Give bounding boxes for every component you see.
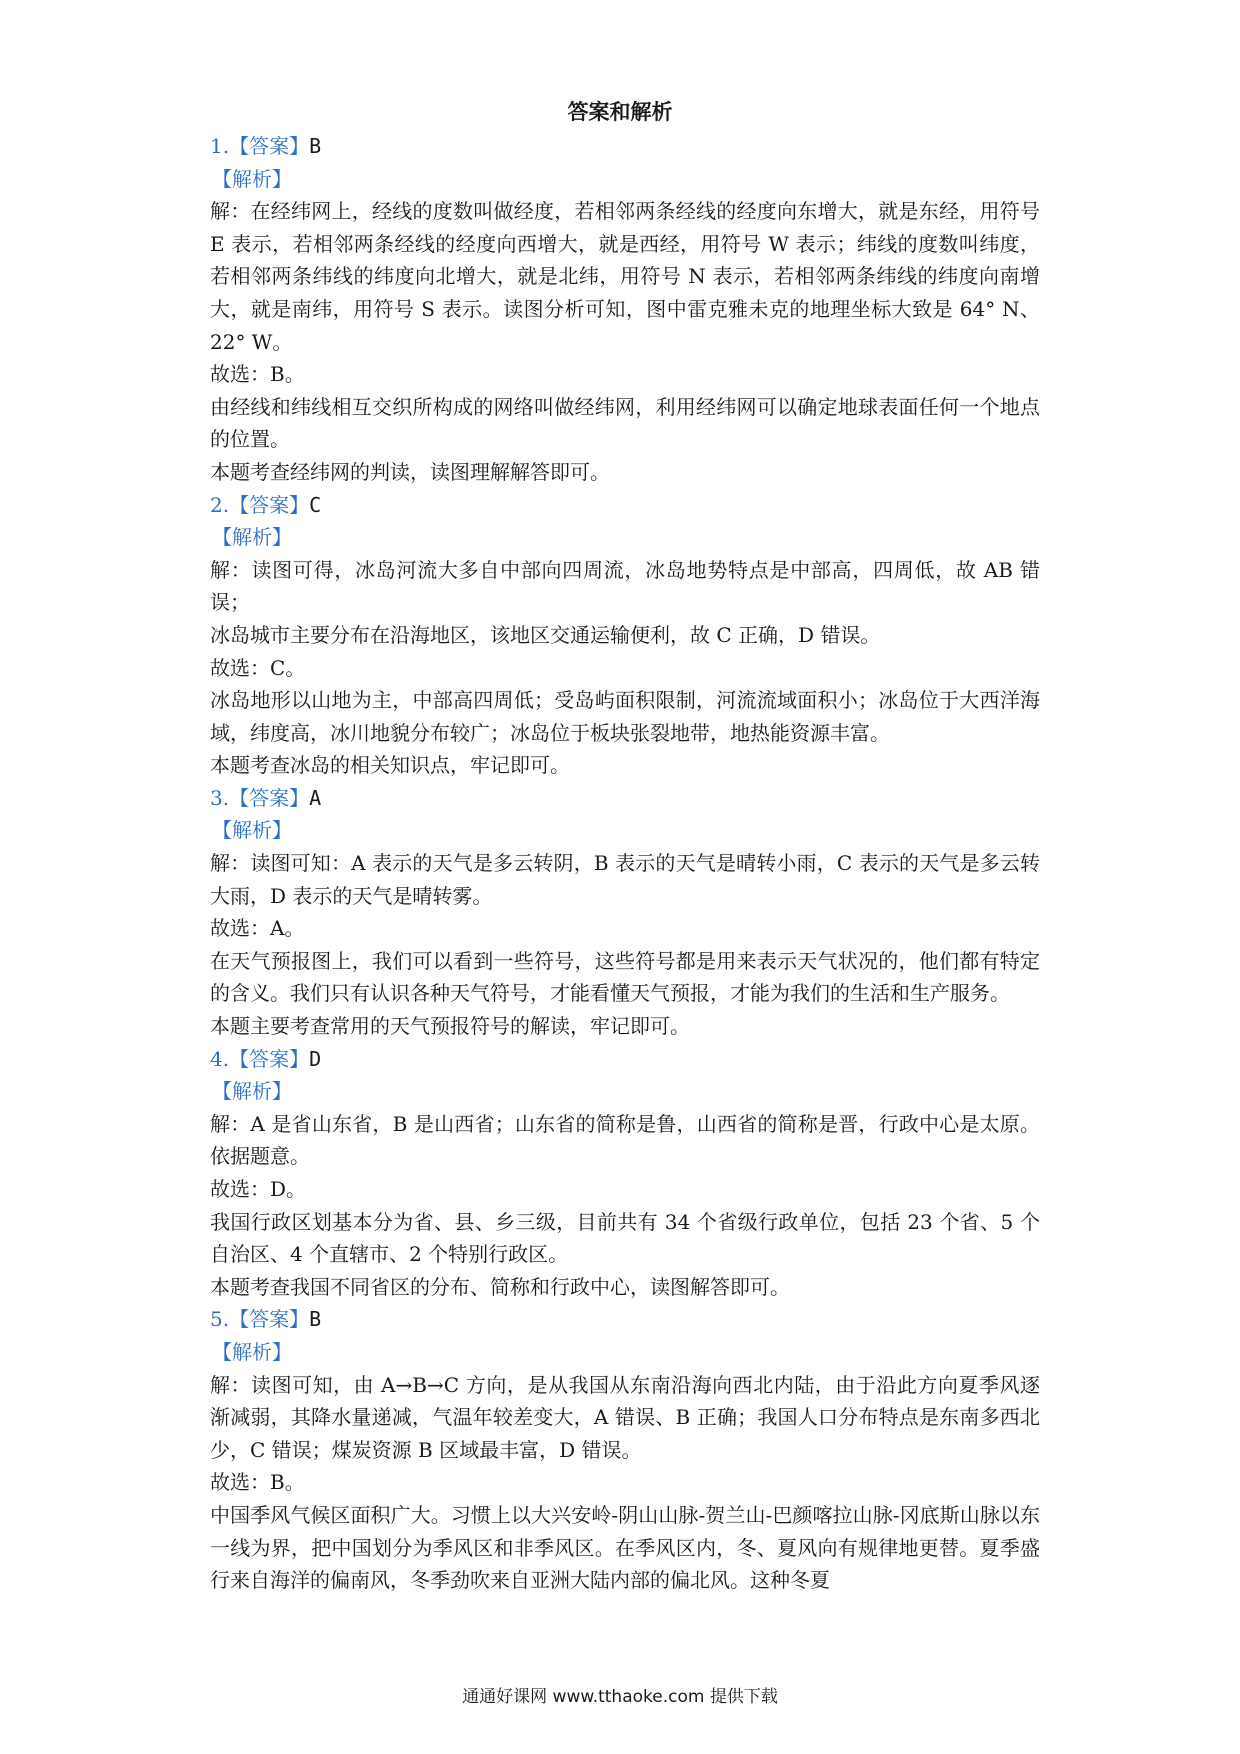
analysis-tag: 【解析】 <box>212 818 292 843</box>
question-block <box>210 489 1040 782</box>
answer-tag: 【答案】 <box>229 1046 310 1071</box>
analysis-tag: 【解析】 <box>212 166 292 191</box>
answer-line <box>210 130 1040 163</box>
analysis-paragraph: 冰岛地形以山地为主，中部高四周低；受岛屿面积限制，河流流域面积小；冰岛位于大西洋海域，纬度高，冰川地貌分布较广；冰岛位于板块张裂地带，地热能资源丰富。 <box>210 688 1040 745</box>
answer-value: A <box>309 785 322 810</box>
analysis-paragraph: 故选：B。 <box>210 1470 305 1495</box>
answer-line <box>210 1303 1040 1336</box>
analysis-tag: 【解析】 <box>212 1339 292 1364</box>
question-block <box>210 130 1040 489</box>
analysis-paragraph: 本题主要考查常用的天气预报符号的解读，牢记即可。 <box>210 1014 690 1039</box>
answer-line <box>210 782 1040 815</box>
answer-value: B <box>309 134 322 158</box>
question-block <box>210 1303 1040 1596</box>
question-number: 4. <box>210 1046 230 1071</box>
answer-tag: 【答案】 <box>229 134 310 158</box>
analysis-paragraph: 解：读图可知，由 A→B→C 方向，是从我国从东南沿海向西北内陆，由于沿此方向夏季风逐渐减弱，其降水量递减，气温年较差变大，A 错误、B 正确；我国人口分布特点是东南多西北少，C 错误；煤炭资源 B 区域最丰富，D 错误。 <box>210 1372 1040 1462</box>
analysis-paragraph: 故选：A。 <box>210 916 305 941</box>
question-number: 1. <box>210 134 230 158</box>
analysis-paragraph: 解：读图可知：A 表示的天气是多云转阴，B 表示的天气是晴转小雨，C 表示的天气是多云转大雨，D 表示的天气是晴转雾。 <box>210 851 1040 908</box>
answer-line <box>210 1043 1040 1076</box>
page-title: 答案和解析 <box>567 100 673 124</box>
page-footer: 通通好课网 www.tthaoke.com 提供下载 <box>462 1687 778 1707</box>
analysis-paragraph: 解：读图可得，冰岛河流大多自中部向四周流，冰岛地势特点是中部高，四周低，故 AB 错误； <box>210 557 1040 615</box>
analysis-paragraph: 故选：D。 <box>210 1177 307 1201</box>
analysis-paragraph: 冰岛城市主要分布在沿海地区，该地区交通运输便利，故 C 正确，D 错误。 <box>210 622 881 647</box>
analysis-paragraph: 中国季风气候区面积广大。习惯上以大兴安岭-阴山山脉-贺兰山-巴颜喀拉山脉-冈底斯山脉以东一线为界，把中国划分为季风区和非季风区。在季风区内，冬、夏风向有规律地更替。夏季盛行来自海洋的偏南风，冬季劲吹来自亚洲大陆内部的偏北风。这种冬夏 <box>210 1502 1040 1593</box>
question-number: 5. <box>210 1307 230 1332</box>
analysis-paragraph: 解：A 是省山东省，B 是山西省；山东省的简称是鲁，山西省的简称是晋，行政中心是太原。依据题意。 <box>210 1111 1040 1169</box>
answer-value: D <box>309 1046 322 1071</box>
answer-tag: 【答案】 <box>229 1307 310 1332</box>
analysis-tag: 【解析】 <box>212 525 292 550</box>
answer-value: C <box>309 492 322 517</box>
analysis-paragraph: 本题考查我国不同省区的分布、简称和行政中心，读图解答即可。 <box>210 1274 790 1299</box>
answer-value: B <box>309 1307 322 1332</box>
analysis-paragraph: 故选：C。 <box>210 655 306 680</box>
answer-list <box>210 130 1040 1597</box>
question-number: 3. <box>210 785 230 810</box>
analysis-paragraph: 本题考查冰岛的相关知识点，牢记即可。 <box>210 753 570 778</box>
analysis-paragraph: 故选：B。 <box>210 362 305 387</box>
answer-line <box>210 489 1040 522</box>
question-block <box>210 782 1040 1043</box>
analysis-paragraph: 由经线和纬线相互交织所构成的网络叫做经纬网，利用经纬网可以确定地球表面任何一个地点的位置。 <box>210 394 1040 452</box>
analysis-paragraph: 本题考查经纬网的判读，读图理解解答即可。 <box>210 459 610 484</box>
answer-tag: 【答案】 <box>229 785 310 810</box>
analysis-tag: 【解析】 <box>212 1079 292 1104</box>
question-block <box>210 1043 1040 1304</box>
analysis-paragraph: 我国行政区划基本分为省、县、乡三级，目前共有 34 个省级行政单位，包括 23 个省、5 个自治区、4 个直辖市、2 个特别行政区。 <box>210 1209 1040 1267</box>
question-number: 2. <box>210 492 230 517</box>
analysis-paragraph: 解：在经纬网上，经线的度数叫做经度，若相邻两条经线的经度向东增大，就是东经，用符号 E 表示，若相邻两条经线的经度向西增大，就是西经，用符号 W 表示；纬线的度数叫纬度，若相邻两条纬线的纬度向北增大，就是北纬，用符号 N 表示，若相邻两条纬线的纬度向南增大，就是南纬，用符号 S 表示。读图分析可知，图中雷克雅未克的地理坐标大致是 64° N、22° W。 <box>210 199 1040 354</box>
answer-tag: 【答案】 <box>229 492 310 517</box>
analysis-paragraph: 在天气预报图上，我们可以看到一些符号，这些符号都是用来表示天气状况的，他们都有特定的含义。我们只有认识各种天气符号，才能看懂天气预报，才能为我们的生活和生产服务。 <box>210 948 1040 1006</box>
